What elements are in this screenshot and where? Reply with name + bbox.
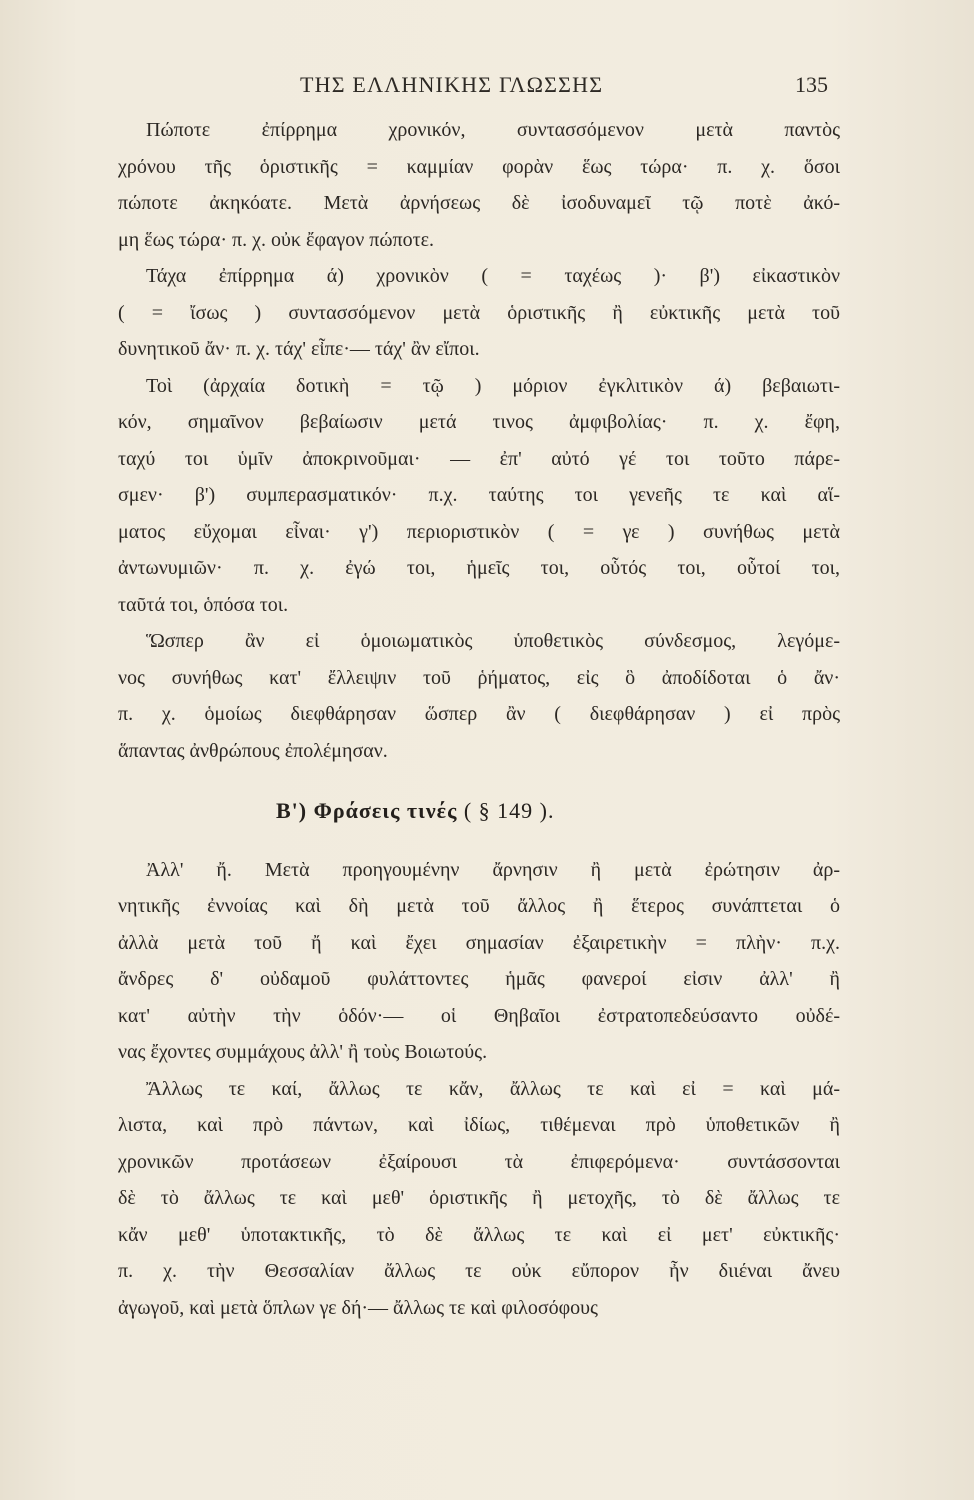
text-line: δὲ τὸ ἄλλως τε καὶ μεθ' ὁριστικῆς ἢ μετοχῆς, τὸ δὲ ἄλλως τε	[118, 1187, 840, 1209]
text-line: ἅπαντας ἀνθρώπους ἐπολέμησαν.	[118, 739, 388, 762]
body-text	[118, 112, 840, 1326]
text-line: Ἀλλ' ἤ. Μετὰ προηγουμένην ἄρνησιν ἢ μετὰ ἐρώτησιν ἀρ-	[146, 858, 840, 881]
text-line: π. χ. ὁμοίως διεφθάρησαν ὥσπερ ἂν ( διεφθάρησαν ) εἰ πρὸς	[118, 703, 840, 725]
text-line: ματος εὔχομαι εἶναι· γ') περιοριστικὸν ( = γε ) συνήθως μετὰ	[118, 520, 840, 543]
text-line: ταῦτά τοι, ὁπόσα τοι.	[118, 593, 289, 616]
text-line: κατ' αὐτὴν τὴν ὁδόν·— οἱ Θηβαῖοι ἐστρατοπεδεύσαντο οὐδέ-	[118, 1004, 840, 1027]
running-title: ΤΗΣ ΕΛΛΗΝΙΚΗΣ ΓΛΩΣΣΗΣ	[300, 72, 604, 97]
text-line: δυνητικοῦ ἄν· π. χ. τάχ' εἶπε·— τάχ' ἂν εἴποι.	[118, 338, 480, 360]
section-heading-label: Β') Φράσεις τινές	[276, 798, 458, 823]
text-line: Τάχα ἐπίρρημα ά) χρονικὸν ( = ταχέως )· β') εἰκαστικὸν	[146, 265, 840, 287]
text-line: ἄνδρες δ' οὐδαμοῦ φυλάττοντες ἡμᾶς φανεροί εἰσιν ἀλλ' ἢ	[118, 968, 840, 990]
paragraph	[118, 852, 840, 1071]
text-line: μη ἕως τώρα· π. χ. οὐκ ἔφαγον πώποτε.	[118, 228, 435, 251]
text-line: νος συνήθως κατ' ἔλλειψιν τοῦ ῥήματος, εἰς ὃ ἀποδίδοται ὁ ἄν·	[118, 666, 840, 689]
text-line: λιστα, καὶ πρὸ πάντων, καὶ ἰδίως, τιθέμεναι πρὸ ὑποθετικῶν ἢ	[118, 1114, 840, 1136]
text-line: π. χ. τὴν Θεσσαλίαν ἄλλως τε οὐκ εὔπορον ἦν διιέναι ἄνευ	[118, 1260, 840, 1282]
text-line: Πώποτε ἐπίρρημα χρονικόν, συντασσόμενον μετὰ παντὸς	[146, 119, 840, 141]
paragraph	[118, 112, 840, 258]
paragraph	[118, 1071, 840, 1327]
text-line: σμεν· β') συμπερασματικόν· π.χ. ταύτης τοι γενεῆς τε καὶ αἵ-	[118, 484, 840, 506]
paragraph	[118, 623, 840, 769]
section-heading-reference: ( § 149 ).	[463, 798, 555, 823]
paragraphs-before-heading	[118, 112, 840, 769]
paragraph	[118, 258, 840, 368]
text-line: Ὥσπερ ἂν εἰ ὁμοιωματικὸς ὑποθετικὸς σύνδεσμος, λεγόμε-	[146, 630, 840, 652]
text-line: ταχύ τοι ὑμῖν ἀποκρινοῦμαι· — ἐπ' αὐτό γέ τοι τοῦτο πάρε-	[118, 447, 840, 470]
page-number: 135	[795, 72, 828, 97]
text-line: νας ἔχοντες συμμάχους ἀλλ' ἢ τοὺς Βοιωτούς.	[118, 1041, 488, 1063]
text-line: ἀλλὰ μετὰ τοῦ ἤ καὶ ἔχει σημασίαν ἐξαιρετικὴν = πλὴν· π.χ.	[118, 931, 840, 954]
text-line: κόν, σημαῖνον βεβαίωσιν μετά τινος ἀμφιβολίας· π. χ. ἔφη,	[118, 411, 840, 433]
paragraph	[118, 368, 840, 624]
text-line: ( = ἴσως ) συντασσόμενον μετὰ ὁριστικῆς ἢ εὐκτικῆς μετὰ τοῦ	[118, 301, 840, 324]
text-line: πώποτε ἀκηκόατε. Μετὰ ἀρνήσεως δὲ ἰσοδυναμεῖ τῷ ποτὲ ἀκό-	[118, 192, 840, 214]
text-line: ἀγωγοῦ, καὶ μετὰ ὅπλων γε δή·— ἄλλως τε καὶ φιλοσόφους	[118, 1296, 598, 1319]
section-heading	[118, 793, 840, 830]
text-line: χρόνου τῆς ὁριστικῆς = καμμίαν φορὰν ἕως τώρα· π. χ. ὅσοι	[118, 155, 840, 178]
text-line: νητικῆς ἐννοίας καὶ δὴ μετὰ τοῦ ἄλλος ἢ ἕτερος συνάπτεται ὁ	[118, 895, 840, 917]
page-header	[0, 72, 974, 102]
text-line: Τοὶ (ἀρχαία δοτικὴ = τῷ ) μόριον ἐγκλιτικὸν ά) βεβαιωτι-	[146, 374, 840, 397]
text-line: χρονικῶν προτάσεων ἐξαίρουσι τὰ ἐπιφερόμενα· συντάσσονται	[118, 1150, 840, 1173]
text-line: Ἄλλως τε καί, ἄλλως τε κἄν, ἄλλως τε καὶ εἰ = καὶ μά-	[146, 1077, 840, 1100]
text-line: ἀντωνυμιῶν· π. χ. ἐγώ τοι, ἡμεῖς τοι, οὗτός τοι, οὗτοί τοι,	[118, 557, 840, 579]
text-line: κἄν μεθ' ὑποτακτικῆς, τὸ δὲ ἄλλως τε καὶ εἰ μετ' εὐκτικῆς·	[118, 1223, 840, 1246]
paragraphs-after-heading	[118, 852, 840, 1327]
